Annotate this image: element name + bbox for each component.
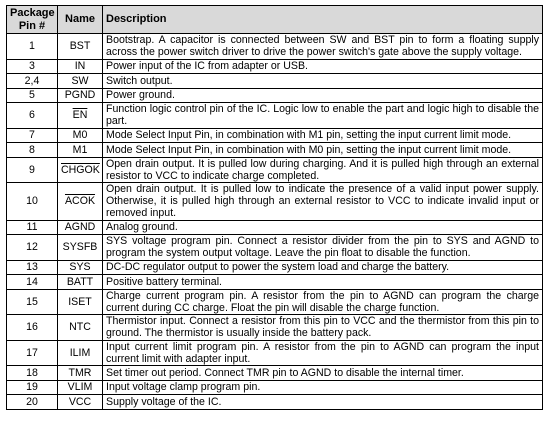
table-row xyxy=(7,275,543,290)
pin-description-cell: Open drain output. It is pulled low to indicate the presence of a valid input power supply. Otherwise, it is pulled high through an external resistor to VCC to indicate invalid input or removed input. xyxy=(103,183,543,221)
table-row xyxy=(7,34,543,60)
pin-description-cell: Supply voltage of the IC. xyxy=(103,395,543,410)
table-row xyxy=(7,260,543,275)
table-row xyxy=(7,395,543,410)
pin-name: VCC xyxy=(68,395,92,408)
table-row xyxy=(7,59,543,74)
pin-number-cell: 14 xyxy=(7,275,58,290)
table-row xyxy=(7,103,543,129)
pin-description-cell: SYS voltage program pin. Connect a resistor divider from the pin to SYS and AGND to program the system output voltage. Leave the pin float to disable the function. xyxy=(103,235,543,261)
pin-name: ILIM xyxy=(69,346,91,359)
pin-name-cell xyxy=(58,220,103,235)
pin-name-cell xyxy=(58,128,103,143)
pin-name: CHGOK xyxy=(61,163,100,176)
table-row xyxy=(7,289,543,315)
pin-description-cell: Power ground. xyxy=(103,88,543,103)
pin-name: SYS xyxy=(69,261,91,274)
table-row xyxy=(7,235,543,261)
pin-name: TMR xyxy=(68,366,92,379)
pin-name-cell xyxy=(58,74,103,89)
pin-name-cell xyxy=(58,143,103,158)
pin-name-cell xyxy=(58,157,103,183)
pin-name: M0 xyxy=(72,129,88,142)
pin-description-cell: Mode Select Input Pin, in combination with M1 pin, setting the input current limit mode. xyxy=(103,128,543,143)
pin-name-cell xyxy=(58,366,103,381)
table-row xyxy=(7,183,543,221)
pin-description-cell: Switch output. xyxy=(103,74,543,89)
pin-number-cell: 20 xyxy=(7,395,58,410)
pin-description-cell: Set timer out period. Connect TMR pin to AGND to disable the internal timer. xyxy=(103,366,543,381)
table-row xyxy=(7,315,543,341)
pin-name: VLIM xyxy=(67,381,93,394)
pin-number-cell: 13 xyxy=(7,260,58,275)
pin-description-cell: Thermistor input. Connect a resistor from this pin to VCC and the thermistor from this pin to ground. The thermistor is usually inside the battery pack. xyxy=(103,315,543,341)
pin-name: BST xyxy=(69,40,91,53)
pin-description-cell: Input current limit program pin. A resistor from the pin to AGND can program the input current limit with adapter input. xyxy=(103,340,543,366)
pin-description-table xyxy=(6,5,543,410)
pin-description-cell: Charge current program pin. A resistor from the pin to AGND can program the charge current during CC charge. Float the pin will disable the charge function. xyxy=(103,289,543,315)
pin-number-cell: 5 xyxy=(7,88,58,103)
pin-name-cell xyxy=(58,88,103,103)
pin-name-cell xyxy=(58,289,103,315)
pin-name-cell xyxy=(58,275,103,290)
pin-name: AGND xyxy=(64,221,96,234)
pin-number-cell: 1 xyxy=(7,34,58,60)
pin-name: SW xyxy=(71,74,89,87)
table-row xyxy=(7,340,543,366)
pin-name-cell xyxy=(58,395,103,410)
pin-description-table-container xyxy=(6,5,543,410)
pin-description-cell: Bootstrap. A capacitor is connected between SW and BST pin to form a floating supply across the power switch driver to drive the power switch's gate above the supply voltage. xyxy=(103,34,543,60)
pin-name-cell xyxy=(58,340,103,366)
pin-description-cell: Power input of the IC from adapter or USB. xyxy=(103,59,543,74)
pin-number-cell: 3 xyxy=(7,59,58,74)
pin-number-cell: 12 xyxy=(7,235,58,261)
header-name: Name xyxy=(58,6,103,34)
table-header-row xyxy=(7,6,543,34)
pin-description-cell: Analog ground. xyxy=(103,220,543,235)
pin-name-cell xyxy=(58,260,103,275)
pin-number-cell: 8 xyxy=(7,143,58,158)
table-row xyxy=(7,74,543,89)
table-row xyxy=(7,128,543,143)
pin-number-cell: 10 xyxy=(7,183,58,221)
pin-number-cell: 11 xyxy=(7,220,58,235)
pin-name: M1 xyxy=(72,143,88,156)
pin-name-cell xyxy=(58,183,103,221)
pin-number-cell: 9 xyxy=(7,157,58,183)
pin-name-cell xyxy=(58,315,103,341)
pin-description-cell: Open drain output. It is pulled low during charging. And it is pulled high through an external resistor to VCC to indicate charge completed. xyxy=(103,157,543,183)
pin-description-cell: Function logic control pin of the IC. Logic low to enable the part and logic high to disable the part. xyxy=(103,103,543,129)
table-row xyxy=(7,220,543,235)
table-row xyxy=(7,380,543,395)
pin-name-cell xyxy=(58,235,103,261)
table-row xyxy=(7,88,543,103)
pin-number-cell: 6 xyxy=(7,103,58,129)
pin-name: ACOK xyxy=(64,195,96,208)
pin-name-cell xyxy=(58,34,103,60)
pin-description-cell: Positive battery terminal. xyxy=(103,275,543,290)
table-row xyxy=(7,366,543,381)
pin-name: IN xyxy=(74,60,86,73)
pin-name-cell xyxy=(58,103,103,129)
pin-number-cell: 18 xyxy=(7,366,58,381)
pin-description-cell: DC-DC regulator output to power the system load and charge the battery. xyxy=(103,260,543,275)
pin-name: $\overline{EN}$ xyxy=(72,109,88,122)
pin-name-cell xyxy=(58,59,103,74)
pin-number-cell: 16 xyxy=(7,315,58,341)
pin-name: NTC xyxy=(69,321,91,334)
table-body xyxy=(7,34,543,410)
pin-number-cell: 19 xyxy=(7,380,58,395)
pin-number-cell: 17 xyxy=(7,340,58,366)
table-row xyxy=(7,157,543,183)
pin-number-cell: 15 xyxy=(7,289,58,315)
pin-name-cell xyxy=(58,380,103,395)
pin-name: BATT xyxy=(66,275,94,288)
pin-name: SYSFB xyxy=(62,241,98,254)
header-pin: Package Pin # xyxy=(7,6,58,34)
pin-name: PGND xyxy=(64,89,96,102)
pin-number-cell: 7 xyxy=(7,128,58,143)
header-description: Description xyxy=(103,6,543,34)
pin-description-cell: Mode Select Input Pin, in combination with M0 pin, setting the input current limit mode. xyxy=(103,143,543,158)
pin-description-cell: Input voltage clamp program pin. xyxy=(103,380,543,395)
pin-number-cell: 2,4 xyxy=(7,74,58,89)
pin-name: ISET xyxy=(68,295,92,308)
table-row xyxy=(7,143,543,158)
